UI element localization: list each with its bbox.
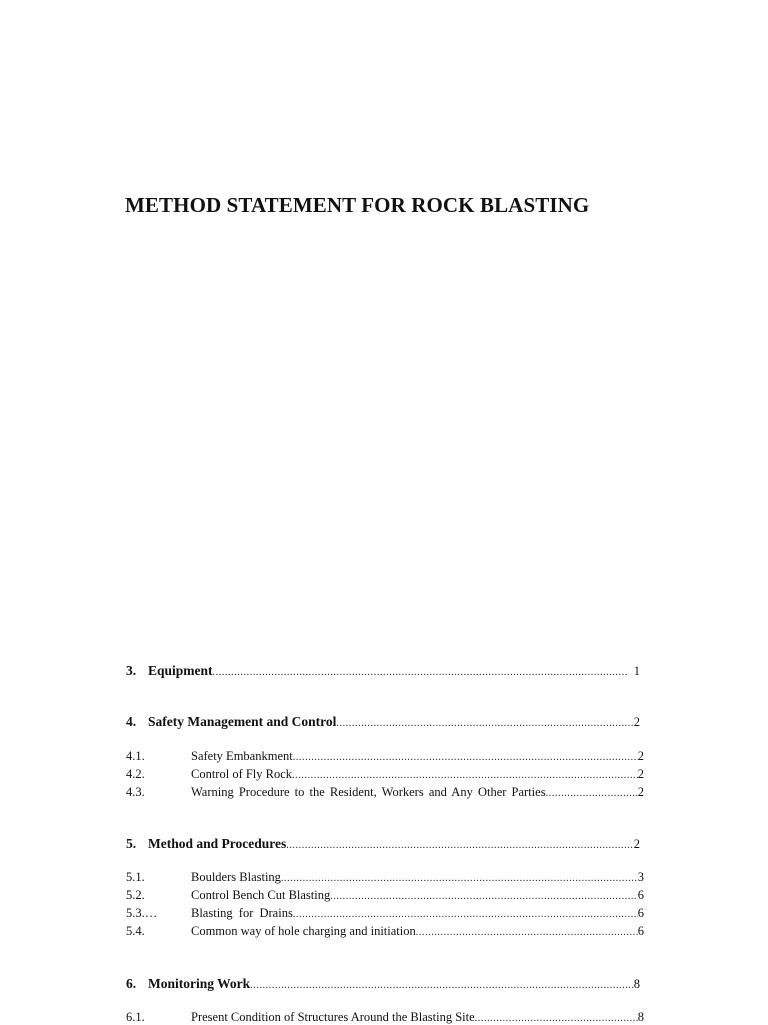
toc-section-label: Safety Management and Control	[148, 714, 337, 729]
toc-entry-4-3[interactable]	[126, 785, 644, 800]
toc-entry-5-1[interactable]	[126, 870, 644, 885]
toc-sub-label: Control of Fly Rock	[191, 767, 293, 781]
toc-page-number: 2	[633, 837, 640, 851]
toc-sub-number: 6.1.	[126, 1010, 145, 1024]
toc-section-number: 6.	[126, 976, 137, 991]
toc-entry-6-1[interactable]	[126, 1010, 644, 1025]
toc-sub-number: 5.4.	[126, 924, 145, 938]
toc-leader-dots	[281, 873, 638, 884]
toc-sub-number: 5.1.	[126, 870, 145, 884]
toc-entry-5-3[interactable]	[126, 906, 644, 921]
toc-section-number: 5.	[126, 836, 137, 851]
toc-leader-dots	[475, 1013, 638, 1024]
toc-entry-section-6[interactable]	[126, 976, 640, 992]
toc-page-number: 1	[633, 664, 640, 678]
toc-entry-section-5[interactable]	[126, 836, 640, 852]
toc-sub-number: 4.3.	[126, 785, 145, 799]
toc-sub-label: Blasting for Drains	[191, 906, 293, 920]
toc-page-number: 2	[637, 767, 644, 781]
toc-sub-label: Safety Embankment	[191, 749, 293, 763]
toc-section-label: Equipment	[148, 663, 213, 678]
toc-page-number: 6	[637, 924, 644, 938]
toc-leader-dots	[416, 927, 638, 938]
toc-section-number: 4.	[126, 714, 137, 729]
toc-entry-5-2[interactable]	[126, 888, 644, 903]
toc-leader-dots	[250, 980, 634, 991]
toc-sub-label: Control Bench Cut Blasting	[191, 888, 331, 902]
toc-sub-label: Boulders Blasting	[191, 870, 281, 884]
toc-sub-label: Present Condition of Structures Around the Blasting Site	[191, 1010, 475, 1024]
toc-sub-number: 5.2.	[126, 888, 145, 902]
toc-page-number: 2	[637, 785, 644, 799]
toc-page-number: 2	[637, 749, 644, 763]
toc-section-label: Method and Procedures	[148, 836, 287, 851]
toc-leader-dots	[286, 840, 634, 851]
toc-sub-number: 4.1.	[126, 749, 145, 763]
toc-page-number: 6	[637, 888, 644, 902]
document-title: METHOD STATEMENT FOR ROCK BLASTING	[125, 193, 590, 217]
toc-section-number: 3.	[126, 663, 137, 678]
toc-entry-section-3[interactable]	[126, 663, 640, 679]
toc-page-number: 3	[637, 870, 644, 884]
toc-sub-number: 5.3.…	[126, 906, 158, 920]
toc-page-number: 8	[633, 977, 640, 991]
toc-sub-label: Warning Procedure to the Resident, Workers and Any Other Parties	[191, 785, 546, 799]
toc-leader-dots	[336, 718, 633, 729]
toc-entry-4-1[interactable]	[126, 749, 644, 764]
toc-page-number: 8	[637, 1010, 644, 1024]
toc-leader-dots	[292, 770, 638, 781]
toc-leader-dots	[330, 891, 638, 902]
toc-leader-dots	[293, 752, 638, 763]
toc-section-label: Monitoring Work	[148, 976, 251, 991]
toc-leader-dots	[293, 909, 638, 920]
toc-page-number: 2	[633, 715, 640, 729]
toc-entry-5-4[interactable]	[126, 924, 644, 939]
toc-sub-label: Common way of hole charging and initiation	[191, 924, 416, 938]
toc-entry-section-4[interactable]	[126, 714, 640, 730]
toc-entry-4-2[interactable]	[126, 767, 644, 782]
toc-leader-dots	[546, 788, 638, 799]
toc-sub-number: 4.2.	[126, 767, 145, 781]
toc-page-number: 6	[637, 906, 644, 920]
toc-leader-dots	[213, 667, 629, 678]
